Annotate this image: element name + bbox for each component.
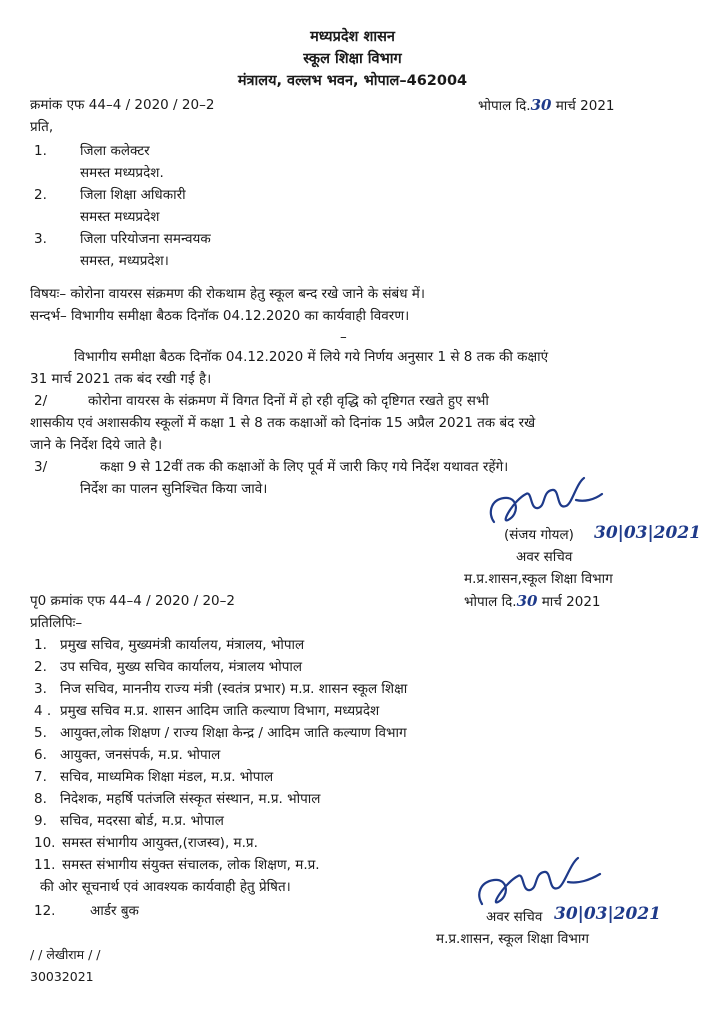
header-line-2: स्कूल शिक्षा विभाग (303, 51, 402, 67)
signatory-2-date-handwritten: 30|03|2021 (554, 904, 661, 924)
writer-initials: / / लेखीराम / / (30, 947, 101, 962)
reference-number: क्रमांक एफ 44–4 / 2020 / 20–2 (30, 97, 215, 113)
copy-1-num: 1. (34, 637, 47, 653)
signatory-2-title: अवर सचिव (486, 909, 543, 925)
to-label: प्रति, (30, 119, 54, 135)
endorsement-date-prefix: भोपाल दि. (464, 594, 517, 610)
copy-1-text: प्रमुख सचिव, मुख्यमंत्री कार्यालय, मंत्रालय, भोपाल (60, 637, 305, 653)
copy-7-text: सचिव, माध्यमिक शिक्षा मंडल, म.प्र. भोपाल (60, 769, 274, 785)
endorsement-date-suffix: मार्च 2021 (541, 594, 601, 610)
copy-11-text: समस्त संभागीय संयुक्त संचालक, लोक शिक्षण, म.प्र. (62, 857, 320, 873)
copy-8-num: 8. (34, 791, 47, 807)
para-3-line-2: निर्देश का पालन सुनिश्चित किया जावे। (80, 481, 268, 497)
copy-12-num: 12. (34, 903, 56, 919)
para-3-line-1: कक्षा 9 से 12वीं तक की कक्षाओं के लिए पूर्व में जारी किए गये निर्देश यथावत रहेंगे। (100, 459, 509, 475)
header-line-1: मध्यप्रदेश शासन (310, 29, 395, 45)
copy-3-text: निज सचिव, माननीय राज्य मंत्री (स्वतंत्र प्रभार) म.प्र. शासन स्कूल शिक्षा (60, 681, 408, 697)
signatory-2-dept: म.प्र.शासन, स्कूल शिक्षा विभाग (436, 931, 590, 947)
para-3-num: 3/ (34, 459, 48, 475)
recipient-3-line1: जिला परियोजना समन्वयक (80, 231, 211, 247)
copy-3-num: 3. (34, 681, 47, 697)
copy-6-text: आयुक्त, जनसंपर्क, म.प्र. भोपाल (60, 747, 221, 763)
recipient-1-line1: जिला कलेक्टर (80, 143, 150, 159)
date-prefix: भोपाल दि. (478, 98, 531, 114)
endorsement-date (464, 592, 601, 611)
copy-7-num: 7. (34, 769, 47, 785)
letter-date (478, 96, 615, 115)
copy-8-text: निदेशक, महर्षि पतंजलि संस्कृत संस्थान, म.प्र. भोपाल (60, 791, 321, 807)
copy-10-text: समस्त संभागीय आयुक्त,(राजस्व), म.प्र. (62, 835, 258, 851)
header-line-3: मंत्रालय, वल्लभ भवन, भोपाल–462004 (237, 73, 468, 89)
document-code: 30032021 (30, 969, 94, 984)
para-2-line-1: कोरोना वायरस के संक्रमण में विगत दिनों में हो रही वृद्धि को दृष्टिगत रखते हुए सभी (88, 393, 489, 409)
copy-2-text: उप सचिव, मुख्य सचिव कार्यालय, मंत्रालय भोपाल (60, 659, 303, 675)
separator: – (340, 329, 347, 345)
recipient-1-num: 1. (34, 143, 47, 159)
endorsement-date-handwritten: 30 (516, 592, 538, 610)
copy-5-num: 5. (34, 725, 47, 741)
date-suffix: मार्च 2021 (555, 98, 615, 114)
copy-5-text: आयुक्त,लोक शिक्षण / राज्य शिक्षा केन्द्र / आदिम जाति कल्याण विभाग (60, 725, 407, 741)
recipient-2-num: 2. (34, 187, 47, 203)
para-2-num: 2/ (34, 393, 48, 409)
copy-11-num: 11. (34, 857, 56, 873)
copy-4-text: प्रमुख सचिव म.प्र. शासन आदिम जाति कल्याण विभाग, मध्यप्रदेश (60, 703, 380, 719)
para-1-line-2: 31 मार्च 2021 तक बंद रखी गई है। (30, 371, 212, 387)
recipient-2-line1: जिला शिक्षा अधिकारी (80, 187, 186, 203)
recipient-1-line2: समस्त मध्यप्रदेश. (80, 165, 164, 181)
signatory-1-name: (संजय गोयल) (504, 527, 574, 543)
recipient-3-num: 3. (34, 231, 47, 247)
para-2-line-3: जाने के निर्देश दिये जाते है। (30, 437, 163, 453)
signatory-1-dept: म.प्र.शासन,स्कूल शिक्षा विभाग (464, 571, 613, 587)
copy-4-num: 4 . (34, 703, 52, 719)
copy-label: प्रतिलिपिः– (30, 615, 83, 631)
copy-6-num: 6. (34, 747, 47, 763)
copy-9-num: 9. (34, 813, 47, 829)
recipient-3-line2: समस्त, मध्यप्रदेश। (80, 253, 169, 269)
para-2-line-2: शासकीय एवं अशासकीय स्कूलों में कक्षा 1 से 8 तक कक्षाओं को दिनांक 15 अप्रैल 2021 तक बंद रखे (30, 415, 536, 431)
subject: विषयः– कोरोना वायरस संक्रमण की रोकथाम हेतु स्कूल बन्द रखे जाने के संबंध में। (30, 286, 425, 302)
signatory-1-date-handwritten: 30|03|2021 (594, 523, 701, 543)
copy-10-num: 10. (34, 835, 56, 851)
signatory-1-title: अवर सचिव (516, 549, 573, 565)
recipient-2-line2: समस्त मध्यप्रदेश (80, 209, 160, 225)
para-1-line-1: विभागीय समीक्षा बैठक दिनॉक 04.12.2020 में लिये गये निर्णय अनुसार 1 से 8 तक की कक्षाएं (74, 349, 549, 365)
reference-line: सन्दर्भ– विभागीय समीक्षा बैठक दिनॉक 04.12.2020 का कार्यवाही विवरण। (30, 308, 410, 324)
copy-9-text: सचिव, मदरसा बोर्ड, म.प्र. भोपाल (60, 813, 224, 829)
copy-12-text: आर्डर बुक (90, 903, 139, 919)
endorsement-number: पृ0 क्रमांक एफ 44–4 / 2020 / 20–2 (30, 593, 235, 609)
date-handwritten: 30 (530, 96, 552, 114)
copy-2-num: 2. (34, 659, 47, 675)
copies-footer: की ओर सूचनार्थ एवं आवश्यक कार्यवाही हेतु प्रेषित। (40, 879, 291, 895)
